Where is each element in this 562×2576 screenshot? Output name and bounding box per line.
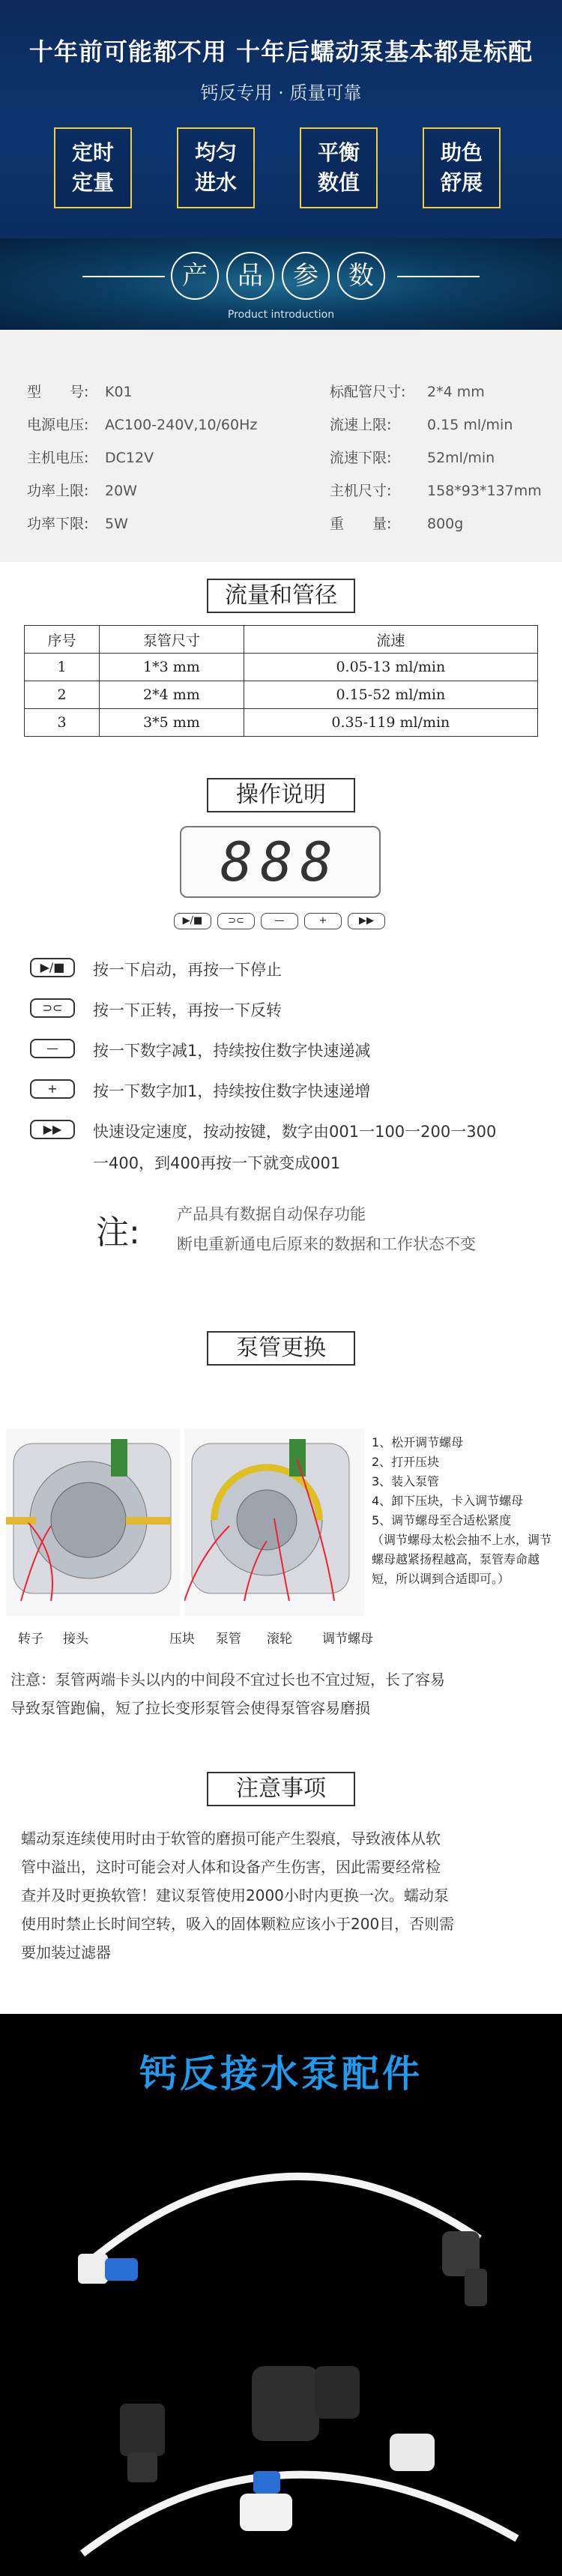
feature-badge: [54, 127, 132, 208]
part-label: 滚轮: [267, 1632, 292, 1647]
step-text: 2、打开压块: [372, 1455, 440, 1469]
param-row: 主机电压: DC12V: [27, 450, 154, 466]
op-text: 按一下启动，再按一下停止: [93, 961, 282, 979]
caution-line: 蠕动泵连续使用时由于软管的磨损可能产生裂痕，导致液体从软: [21, 1830, 441, 1847]
caution-line: 要加装过滤器: [21, 1943, 111, 1961]
param-row: 电源电压: AC100-240V,10/60Hz: [27, 417, 258, 433]
param-row: 型 号: K01: [27, 384, 133, 400]
step-text: （调节螺母太松会抽不上水，调节: [372, 1533, 552, 1547]
section-char: 产: [171, 252, 219, 300]
fast-key: ▶▶: [348, 913, 385, 929]
pump-open-illustration: [184, 1429, 364, 1616]
op-text: 按一下数字加1，持续按住数字快速递增: [93, 1082, 371, 1100]
note-text: 产品具有数据自动保存功能: [177, 1205, 366, 1223]
section-char: 参: [282, 252, 330, 300]
part-label: 转子: [18, 1632, 43, 1647]
flow-section: [0, 562, 562, 764]
feature-badge: [300, 127, 378, 208]
feature-label: 平衡 数值: [317, 140, 360, 195]
hero-banner: [0, 0, 562, 330]
table-header-row: 序号 泵管尺寸 流速: [25, 626, 538, 654]
tube-section: [0, 1331, 562, 1769]
caution-line: 查并及时更换软管！建议泵管使用2000小时内更换一次。蠕动泵: [21, 1886, 449, 1904]
tube-note-line: 导致泵管跑偏，短了拉长变形泵管会使得泵管容易磨损: [10, 1699, 370, 1717]
plus-key: +: [304, 913, 342, 929]
play-stop-key: ▶/■: [174, 913, 211, 929]
step-text: 5、调节螺母至合适松紧度: [372, 1513, 512, 1527]
param-row: 主机尺寸: 158*93*137mm: [330, 483, 542, 499]
op-text: 一400，到400再按一下就变成001: [93, 1154, 341, 1172]
step-text: 短，所以调到合适即可。）: [372, 1572, 510, 1586]
flow-table: [24, 625, 538, 737]
params-section: [0, 330, 562, 562]
param-row: 功率下限: 5W: [27, 516, 128, 532]
page-subtitle: 钙反专用 · 质量可靠: [200, 82, 362, 103]
plus-icon: +: [30, 1079, 75, 1099]
caution-line: 管中溢出，这时可能会对人体和设备产生伤害，因此需要经常检: [21, 1858, 441, 1876]
param-row: 重 量: 800g: [330, 516, 464, 532]
caution-section: [0, 1769, 562, 2014]
minus-key: —: [261, 913, 298, 929]
step-text: 3、装入泵管: [372, 1474, 440, 1488]
accessories-section: [0, 2014, 562, 2576]
pump-head-illustration: [6, 1429, 180, 1616]
section-title: 操作说明: [207, 778, 355, 812]
accessories-photo: [0, 2014, 562, 2576]
fast-forward-icon: ▶▶: [30, 1120, 75, 1139]
table-row: 2 2*4 mm 0.15-52 ml/min: [25, 681, 538, 709]
step-text: 1、松开调节螺母: [372, 1435, 464, 1450]
feature-label: 助色 舒展: [440, 140, 483, 195]
part-label: 泵管: [216, 1632, 241, 1647]
note-label: 注:: [96, 1213, 140, 1252]
section-char: 数: [337, 252, 385, 300]
part-label: 调节螺母: [322, 1632, 373, 1647]
direction-icon: ⊃⊂: [30, 998, 75, 1018]
page-title: 十年前可能都不用 十年后蠕动泵基本都是标配: [28, 37, 534, 66]
part-label: 接头: [63, 1632, 88, 1647]
feature-label: 定时 定量: [71, 140, 114, 195]
direction-key: ⊃⊂: [217, 913, 255, 929]
note-text: 断电重新通电后原来的数据和工作状态不变: [177, 1235, 476, 1253]
divider: [397, 276, 480, 277]
section-subtitle-en: Product introduction: [227, 309, 335, 321]
accessories-title: 钙反接水泵配件: [139, 2052, 423, 2096]
table-row: 3 3*5 mm 0.35-119 ml/min: [25, 709, 538, 737]
param-row: 流速上限: 0.15 ml/min: [330, 417, 513, 433]
step-text: 4、卸下压块，卡入调节螺母: [372, 1494, 524, 1508]
param-row: 功率上限: 20W: [27, 483, 137, 499]
section-title: 注意事项: [207, 1772, 355, 1806]
feature-badge: [177, 127, 255, 208]
divider: [82, 276, 165, 277]
ops-section: [0, 764, 562, 1331]
feature-badge: [423, 127, 501, 208]
tube-note-line: 注意：泵管两端卡头以内的中间段不宜过长也不宜过短，长了容易: [10, 1671, 445, 1689]
section-title: 泵管更换: [207, 1331, 355, 1366]
param-row: 流速下限: 52ml/min: [330, 450, 495, 466]
op-text: 按一下数字减1，持续按住数字快速递减: [93, 1042, 371, 1060]
play-stop-icon: ▶/■: [30, 958, 75, 977]
feature-label: 均匀 进水: [194, 140, 237, 195]
op-text: 快速设定速度，按动按键，数字由001一100一200一300: [93, 1123, 497, 1141]
lcd-display: 888: [180, 826, 381, 898]
caution-line: 使用时禁止长时间空转，吸入的固体颗粒应该小于200目，否则需: [21, 1915, 455, 1933]
section-title: 流量和管径: [207, 579, 355, 613]
step-text: 螺母越紧扬程越高，泵管寿命越: [372, 1552, 540, 1566]
part-label: 压块: [169, 1632, 195, 1647]
op-text: 按一下正转，再按一下反转: [93, 1001, 282, 1019]
minus-icon: —: [30, 1039, 75, 1058]
table-row: 1 1*3 mm 0.05-13 ml/min: [25, 654, 538, 681]
param-row: 标配管尺寸: 2*4 mm: [330, 384, 485, 400]
section-char: 品: [226, 252, 274, 300]
